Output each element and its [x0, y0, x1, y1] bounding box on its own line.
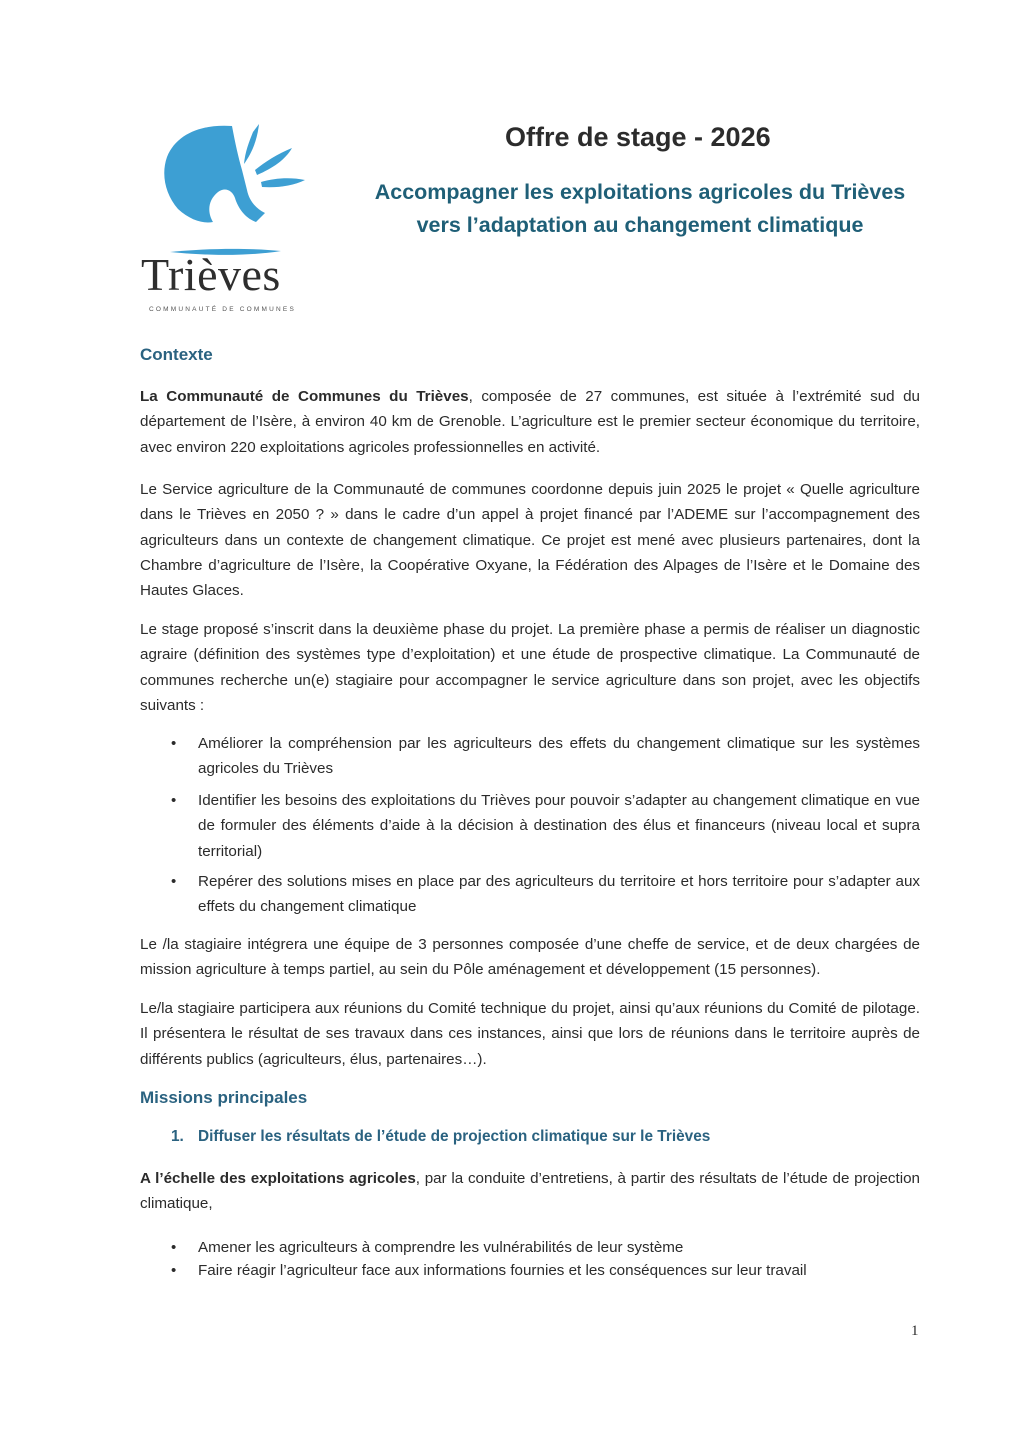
- missions-heading: Missions principales: [140, 1088, 308, 1107]
- logo-stroke-2: [255, 148, 292, 175]
- mission-bullet-text-1: Amener les agriculteurs à comprendre les vulnérabilités de leur système: [198, 1239, 684, 1256]
- contexte-paragraph-1: [140, 384, 920, 460]
- mission-item-1: [171, 1128, 710, 1146]
- logo-stroke-1: [244, 124, 259, 164]
- page-subtitle: [356, 176, 924, 242]
- mission-bullet-text-2: Faire réagir l’agriculteur face aux informations fournies et les conséquences sur leur travail: [198, 1262, 807, 1279]
- objective-bullet-2: [171, 788, 920, 864]
- missions-p1-text: , par la conduite d’entretiens, à partir des résultats de l’étude de projection climatique,: [140, 1170, 920, 1213]
- objective-text-2: Identifier les besoins des exploitations du Trièves pour pouvoir s’adapter au changement climatique en vue de formuler des éléments d’aide à la décision à destination des élus et financeurs (niveau local et supra territorial): [198, 792, 920, 860]
- contexte-paragraph-3: Le stage proposé s’inscrit dans la deuxième phase du projet. La première phase a permis de réaliser un diagnostic agraire (définition des systèmes type d’exploitation) et une étude de prospective climatique. La Communauté de communes recherche un(e) stagiaire pour accompagner le service agriculture dans son projet, avec les objectifs suivants :: [140, 621, 920, 714]
- contexte-paragraph-5: Le/la stagiaire participera aux réunions du Comité technique du projet, ainsi qu’aux réunions du Comité de pilotage. Il présentera le résultat de ses travaux dans ces instances, ainsi que lors de réunions dans le territoire auprès de différents publics (agriculteurs, élus, partenaires…).: [140, 1000, 920, 1068]
- missions-paragraph-1: [140, 1166, 920, 1217]
- bullet-dot-icon: •: [171, 792, 177, 809]
- contexte-heading: Contexte: [140, 345, 213, 364]
- objective-text-3: Repérer des solutions mises en place par des agriculteurs du territoire et hors territoire pour s’adapter aux effets du changement climatique: [198, 873, 920, 916]
- mission-item-title: Diffuser les résultats de l’étude de projection climatique sur le Trièves: [198, 1128, 711, 1145]
- objective-bullet-3: [171, 869, 920, 920]
- bullet-dot-icon: •: [171, 1239, 177, 1256]
- logo-stroke-3: [261, 178, 305, 187]
- mission-item-number: 1.: [171, 1128, 184, 1145]
- page-title: Offre de stage - 2026: [505, 122, 771, 152]
- objective-bullet-1: [171, 731, 920, 782]
- mission-bullet-1: [171, 1235, 920, 1260]
- bullet-dot-icon: •: [171, 873, 177, 890]
- bullet-dot-icon: •: [171, 1262, 177, 1279]
- bullet-dot-icon: •: [171, 735, 177, 752]
- contexte-p1-bold: La Communauté de Communes du Trièves: [140, 388, 469, 405]
- logo-subtitle: COMMUNAUTÉ DE COMMUNES: [149, 306, 296, 313]
- page-number: 1: [911, 1323, 919, 1339]
- logo-name: Trièves: [141, 249, 281, 300]
- contexte-paragraph-2: Le Service agriculture de la Communauté de communes coordonne depuis juin 2025 le projet « Quelle agriculture dans le Trièves en 2050 ? » dans le cadre d’un appel à projet financé par l’ADEME sur l’accompagnement des agriculteurs dans un contexte de changement climatique. Ce projet est mené avec plusieurs partenaires, dont la Chambre d’agriculture de l’Isère, la Coopérative Oxyane, la Fédération des Alpages de l’Isère et le Domaine des Hautes Glaces.: [140, 481, 920, 600]
- contexte-p1-text: , composée de 27 communes, est située à l’extrémité sud du département de l’Isère, à environ 40 km de Grenoble. L’agriculture est le premier secteur économique du territoire, avec environ 220 exploitations agricoles professionnelles en activité.: [140, 388, 920, 456]
- missions-p1-bold: A l’échelle des exploitations agricoles: [140, 1170, 416, 1187]
- mission-bullet-2: [171, 1258, 920, 1283]
- objective-text-1: Améliorer la compréhension par les agriculteurs des effets du changement climatique sur les systèmes agricoles du Trièves: [198, 735, 920, 778]
- subtitle-line-1: Accompagner les exploitations agricoles du Trièves: [374, 180, 906, 204]
- contexte-paragraph-4: Le /la stagiaire intégrera une équipe de 3 personnes composée d’une cheffe de service, et de deux chargées de mission agriculture à temps partiel, au sein du Pôle aménagement et développement (15 personnes).: [140, 936, 920, 979]
- subtitle-line-2: vers l’adaptation au changement climatique: [416, 213, 864, 237]
